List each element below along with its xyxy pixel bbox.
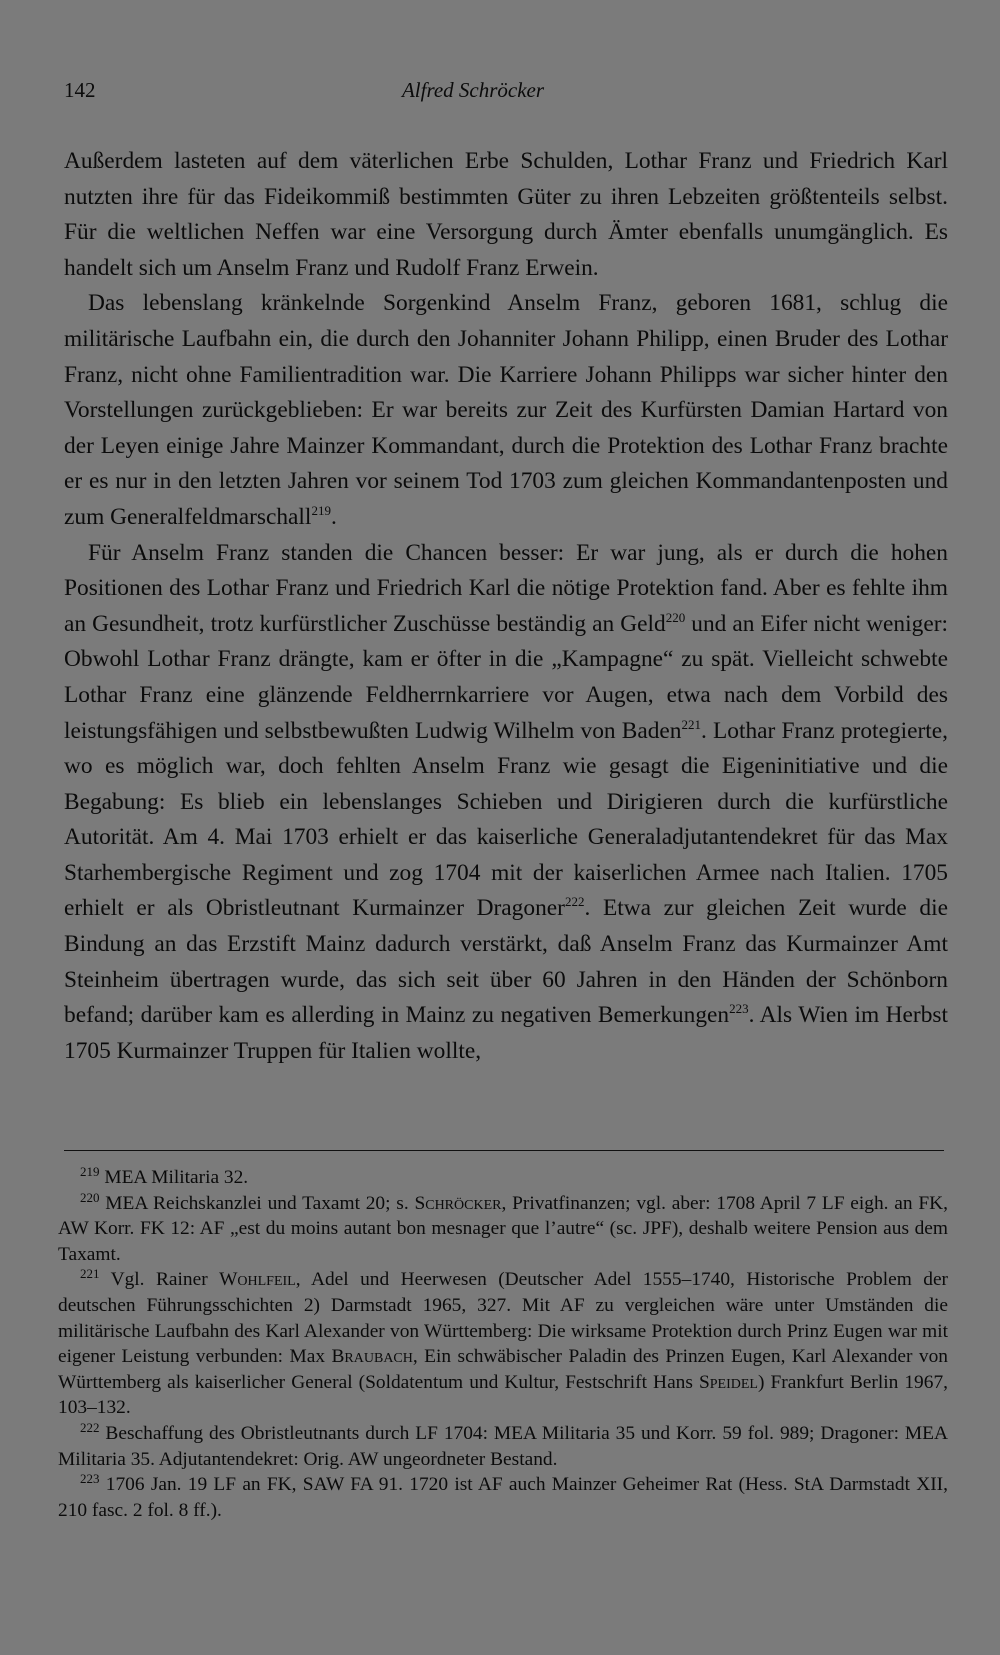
- footnotes: [58, 1165, 948, 1523]
- paragraph-3-text-a: Für Anselm Franz standen die Chancen besser: Er war jung, als er durch die hohen Positionen des Lothar Franz und Friedrich Karl die nötige Protektion fand. Aber es fehlte ihm an Gesundheit, trotz kurfürstlicher Zuschüsse beständig an Geld: [64, 539, 948, 637]
- paragraph-2: [64, 286, 948, 535]
- paragraph-2-text: Das lebenslang kränkelnde Sorgenkind Anselm Franz, geboren 1681, schlug die militärische Laufbahn ein, die durch den Johanniter Johann Philipp, einen Bruder des Lothar Franz, nicht ohne Familientradition war. Die Karriere Johann Philipps war sicher hinter den Vorstellungen zurückgeblieben: Er war bereits zur Zeit des Kurfürsten Damian Hartard von der Leyen einige Jahre Mainzer Kommandant, durch die Protektion des Lothar Franz brachte er es nur in den letzten Jahren vor seinem Tod 1703 zum gleichen Kommandantenposten und zum Generalfeldmarschall: [64, 290, 948, 530]
- paragraph-3-text-c: . Lothar Franz protegierte, wo es möglich war, doch fehlten Anselm Franz wie gesagt die Eigeninitiative und die Begabung: Es blieb ein lebenslanges Schieben und Dirigieren durch die kurfürstliche Autorität. Am 4. Mai 1703 erhielt er das kaiserliche Generaladjutantendekret für das Max Starhembergische Regiment und zog 1704 mit der kaiserlichen Armee nach Italien. 1705 erhielt er als Obristleutnant Kurmainzer Dragoner: [64, 717, 948, 922]
- footnote-220: [58, 1191, 948, 1268]
- footnote-author: Wohlfeil: [219, 1269, 296, 1291]
- footnote-ref-222: 222: [564, 894, 585, 910]
- footnote-text: Beschaffung des Obristleutnants durch LF 1704: MEA Militaria 35 und Korr. 59 fol. 989; Dragoner: MEA Militaria 35. Adjutantendekret: Orig. AW ungeordneter Bestand.: [58, 1422, 948, 1470]
- footnote-text: Vgl. Rainer: [99, 1269, 220, 1291]
- page-header: [64, 78, 944, 108]
- footnote-ref-221: 221: [681, 716, 701, 732]
- main-text: [64, 144, 948, 1069]
- footnote-number: 222: [80, 1419, 100, 1435]
- footnote-number: 220: [80, 1189, 100, 1205]
- footnote-223: [58, 1472, 948, 1523]
- footnote-text: , Adel und Heerwesen (Deutscher Adel 1555–1740, Historische Problem der deutschen Führungsschichten 2) Darmstadt 1965, 327. Mit AF zu vergleichen wäre unter Umständen die militärische Laufbahn des Karl Alexander von Württemberg: Die wirksame Protektion durch Prinz Eugen war mit eigener Leistung verbunden: Max: [58, 1269, 949, 1368]
- page-number: 142: [64, 78, 96, 102]
- paragraph-3-text-e: . Als Wien im Herbst 1705 Kurmainzer Truppen für Italien wollte,: [64, 1002, 948, 1064]
- footnote-number: 223: [80, 1471, 100, 1487]
- paragraph-3: [64, 536, 948, 1070]
- footnote-text: ) Frankfurt Berlin 1967, 103–132.: [58, 1371, 948, 1419]
- footnote-number: 221: [80, 1266, 100, 1282]
- footnote-222: [58, 1421, 948, 1472]
- footnote-ref-219: 219: [311, 502, 331, 518]
- running-title: Alfred Schröcker: [401, 78, 545, 102]
- paragraph-3-text-d: . Etwa zur gleichen Zeit wurde die Bindung an das Erzstift Mainz dadurch verstärkt, daß Anselm Franz das Kurmainzer Amt Steinheim übertragen wurde, das sich seit über 60 Jahren in den Händen der Schönborn befand; darüber kam es allerding in Mainz zu negativen Bemerkungen: [64, 895, 948, 1029]
- footnote-ref-223: 223: [729, 1001, 749, 1017]
- paragraph-1: [64, 144, 948, 286]
- footnote-text: , Ein schwäbischer Paladin des Prinzen Eugen, Karl Alexander von Württemberg als kaiserlicher General (Soldatentum und Kultur, Festschrift Hans: [58, 1346, 948, 1393]
- footnote-219: [58, 1165, 948, 1191]
- footnote-divider: [64, 1150, 944, 1151]
- footnote-author: Braubach: [331, 1346, 413, 1368]
- footnote-ref-220: 220: [665, 609, 686, 625]
- footnote-text: MEA Militaria 32.: [99, 1167, 249, 1188]
- paragraph-1-text: Außerdem lasteten auf dem väterlichen Erbe Schulden, Lothar Franz und Friedrich Karl nutzten ihre für das Fideikommiß bestimmten Güter zu ihren Lebzeiten größtenteils selbst. Für die weltlichen Neffen war eine Versorgung durch Ämter ebenfalls unumgänglich. Es handelt sich um Anselm Franz und Rudolf Franz Erwein.: [64, 148, 948, 281]
- paragraph-3-text-b: und an Eifer nicht weniger: Obwohl Lothar Franz drängte, kam er öfter in die „Kampagne“ zu spät. Vielleicht schwebte Lothar Franz eine glänzende Feldherrnkarriere vor Augen, etwa nach dem Vorbild des leistungsfähigen und selbstbewußten Ludwig Wilhelm von Baden: [64, 610, 948, 744]
- paragraph-2-end: .: [330, 503, 337, 530]
- footnote-number: 219: [80, 1164, 100, 1179]
- footnote-author: Speidel: [698, 1371, 758, 1393]
- footnote-221: [58, 1267, 948, 1421]
- footnote-author: Schröcker: [414, 1192, 502, 1214]
- footnote-text: MEA Reichskanzlei und Taxamt 20; s.: [99, 1192, 415, 1214]
- footnote-text: 1706 Jan. 19 LF an FK, SAW FA 91. 1720 ist AF auch Mainzer Geheimer Rat (Hess. StA Darmstadt XII, 210 fasc. 2 fol. 8 ff.).: [58, 1474, 948, 1521]
- footnote-text: , Privatfinanzen; vgl. aber: 1708 April 7 LF eigh. an FK, AW Korr. FK 12: AF „est du moins autant bon mesnager que l’autre“ (sc. JPF), deshalb weitere Pension aus dem Taxamt.: [58, 1192, 948, 1265]
